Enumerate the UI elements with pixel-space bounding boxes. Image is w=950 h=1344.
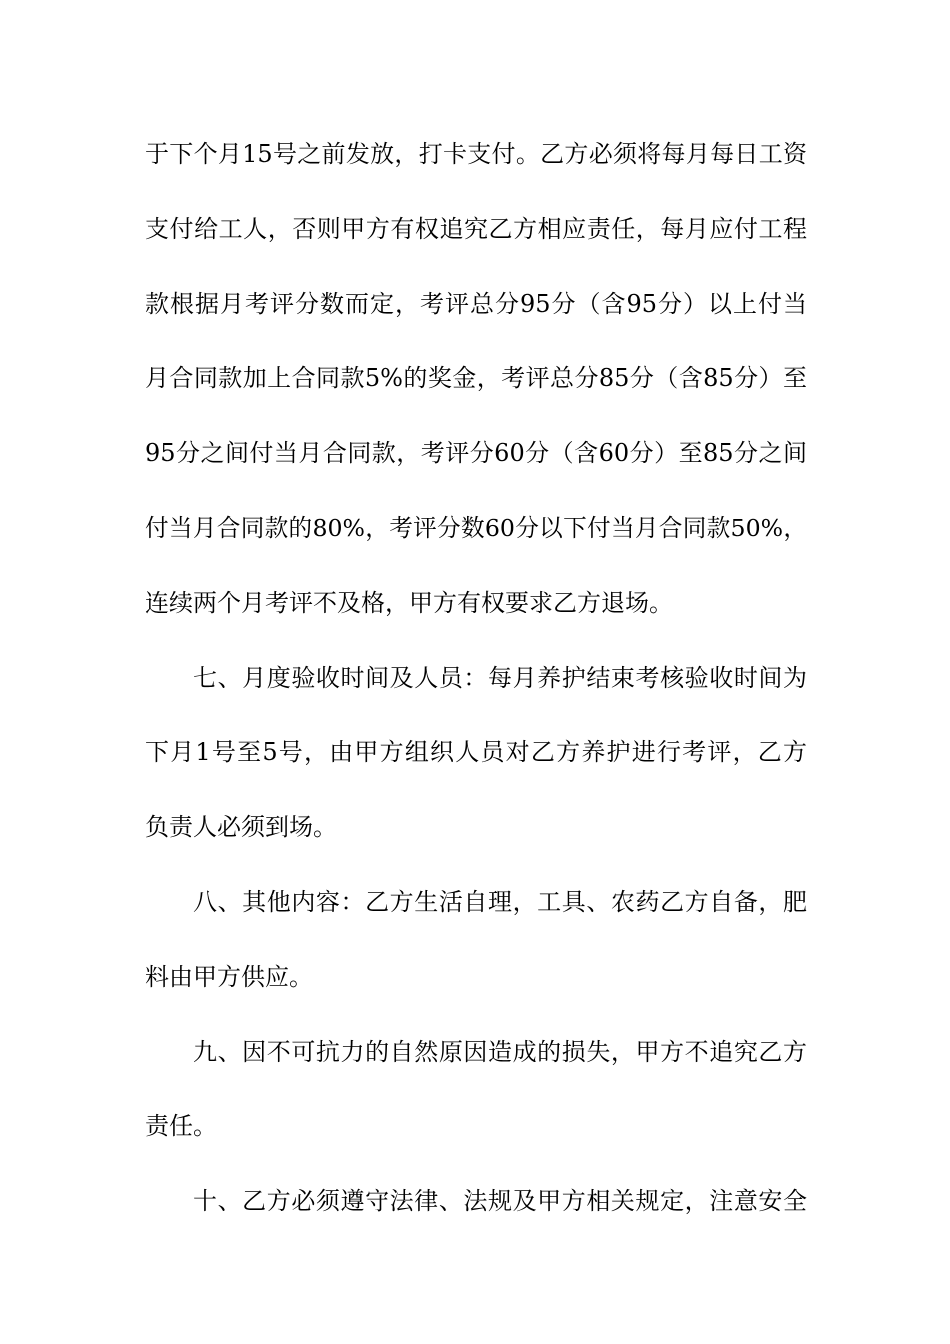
text-line-11: 八、其他内容：乙方生活自理，工具、农药乙方自备，肥 [193, 887, 807, 916]
text-line-2: 支付给工人，否则甲方有权追究乙方相应责任，每月应付工程 [145, 214, 807, 243]
text-line-8: 七、月度验收时间及人员：每月养护结束考核验收时间为 [193, 663, 807, 692]
text-line-6: 付当月合同款的80%，考评分数60分以下付当月合同款50%， [145, 513, 807, 542]
text-line-4: 月合同款加上合同款5%的奖金，考评总分85分（含85分）至 [145, 364, 807, 393]
text-line-15: 十、乙方必须遵守法律、法规及甲方相关规定，注意安全 [193, 1187, 807, 1216]
text-line-12: 料由甲方供应。 [145, 962, 313, 991]
text-line-3: 款根据月考评分数而定，考评总分95分（含95分）以上付当 [145, 289, 807, 318]
text-line-7: 连续两个月考评不及格，甲方有权要求乙方退场。 [145, 588, 673, 617]
document-body [145, 134, 807, 1256]
text-line-9: 下月1号至5号，由甲方组织人员对乙方养护进行考评，乙方 [145, 738, 807, 767]
text-line-5: 95分之间付当月合同款，考评分60分（含60分）至85分之间 [145, 439, 807, 468]
text-line-10: 负责人必须到场。 [145, 813, 337, 842]
text-line-13: 九、因不可抗力的自然原因造成的损失，甲方不追究乙方 [193, 1037, 807, 1066]
text-line-1: 于下个月15号之前发放，打卡支付。乙方必须将每月每日工资 [145, 140, 807, 168]
text-line-14: 责任。 [145, 1112, 217, 1141]
